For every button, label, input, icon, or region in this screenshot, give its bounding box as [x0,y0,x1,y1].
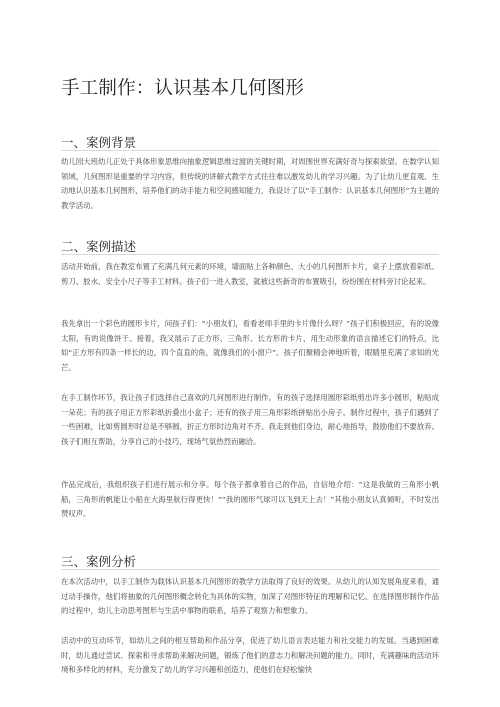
paragraph-background-1: 幼儿园大班幼儿正处于具体形象思维向抽象逻辑思维过渡的关键时期，对周围世界充满好奇与探索欲望。在数学认知领域，几何图形是重要的学习内容，但传统的讲解式教学方式往往难以激发幼儿的学习兴趣。为了让幼儿更直观、生动地认识基本几何图形，培养他们的动手能力和空间感知能力，我设计了以“手工制作：认识基本几何图形”为主题的教学活动。 [61,157,439,210]
paragraph-description-3: 在手工制作环节，我让孩子们选择自己喜欢的几何图形进行制作。有的孩子选择用圆形彩纸剪出许多小圆形，粘贴成一朵花；有的孩子用正方形彩纸折叠出小盒子；还有的孩子用三角形彩纸拼贴出小房子。制作过程中，孩子们遇到了一些困难，比如剪圆形时总是不够圆，折正方形时边角对不齐。我走到他们身边，耐心地指导，鼓励他们不要放弃。孩子们相互帮助，分享自己的小技巧，现场气氛热烈而融洽。 [61,393,439,446]
section-heading-description: 二、案例描述 [61,239,137,254]
paragraph-description-2: 我先拿出一个彩色的圆形卡片，问孩子们：“小朋友们，看看老师手里的卡片像什么呀？”孩子们积极回应，有的说像太阳，有的说像饼干。接着，我又展示了正方形、三角形、长方形的卡片，用生动形象的语言描述它们的特点，比如“正方形有四条一样长的边，四个直直的角，就像我们的小窗户”。孩子们聚精会神地听着，眼睛里充满了求知的光芒。 [61,319,439,372]
section-heading-background: 一、案例背景 [61,135,137,150]
section-heading-analysis: 三、案例分析 [61,554,137,569]
paragraph-description-1: 活动开始前，我在教室布置了充满几何元素的环境，墙面贴上各种颜色、大小的几何图形卡片，桌子上摆放着彩纸、剪刀、胶水、安全小尺子等手工材料。孩子们一进入教室，就被这些新奇的布置吸引，纷纷围在材料旁讨论起来。 [61,262,439,286]
page-title: 手工制作：认识基本几何图形 [61,78,305,99]
paragraph-description-4: 作品完成后，我组织孩子们进行展示和分享。每个孩子都拿着自己的作品，自信地介绍：“这是我做的三角形小帆船，三角形的帆能让小船在大海里航行得更快！”“我的圆形气球可以飞到天上去！”其他小朋友认真倾听，不时发出赞叹声。 [61,480,439,519]
section-divider [61,254,439,255]
section-divider [61,150,439,151]
section-divider [61,569,439,570]
paragraph-analysis-1: 在本次活动中，以手工制作为载体认识基本几何图形的教学方法取得了良好的效果。从幼儿的认知发展角度来看，通过动手操作，他们将抽象的几何图形概念转化为具体的实物，加深了对图形特征的理解和记忆。在选择图形制作作品的过程中，幼儿主动思考图形与生活中事物的联系，培养了观察力和想象力。 [61,577,439,616]
paragraph-analysis-2: 活动中的互动环节，如幼儿之间的相互帮助和作品分享，促进了幼儿语言表达能力和社交能力的发展。当遇到困难时，幼儿通过尝试、探索和寻求帮助来解决问题，锻炼了他们的意志力和解决问题的能力。同时，充满趣味的活动环境和多样化的材料，充分激发了幼儿的学习兴趣和创造力，使他们在轻松愉快 [61,636,439,675]
